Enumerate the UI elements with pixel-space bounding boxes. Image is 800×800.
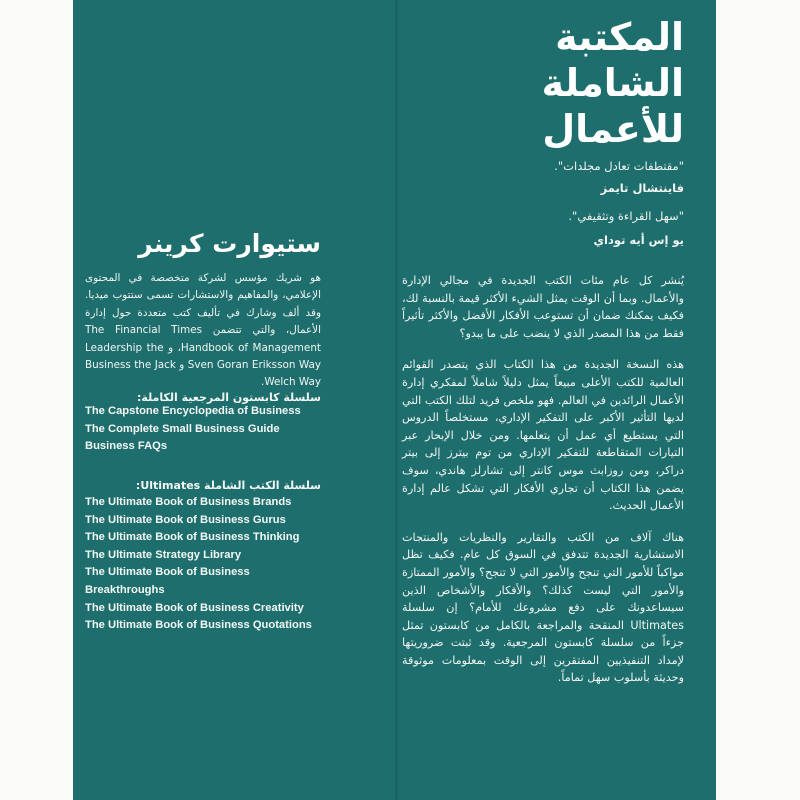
bio-separator-2: و	[179, 359, 188, 372]
bio-book-2: Leadership the Sven Goran Eriksson Way	[85, 341, 321, 372]
list-item: The Ultimate Book of Business Creativity	[85, 601, 304, 614]
series-list-reference	[85, 403, 325, 456]
list-item: The Capstone Encyclopedia of Business	[85, 405, 301, 417]
series-heading-ultimates-en: Ultimates	[140, 479, 201, 492]
blurb-paragraph-2: هذه النسخة الجديدة من هذا الكتاب الذي يتصدر القوائم العالمية للكتب الأعلى مبيعاً يمثل دليلاً شاملاً لمفكري إدارة الأعمال الرائدين في العالم. فهو ملخص فريد لتلك الكتب التي لديها التأثير الأكبر على التفكير الإداري، مستخلصاً الدروس التي يستطيع أي عمل أن يتعلمها. ومن خلال الإبحار عبر التيارات المتقاطعة للتفكير الإداري من توم بيترز إلى بيتر دراكر، ومن روزابث موس كانتر إلى تشارلز هاندي، سوف يضمن هذا الكتاب أن تجاري الأفكار التي تشكل عالم إدارة الأعمال الحديث.	[402, 358, 684, 513]
author-name: ستيوارت كرينر	[138, 229, 321, 258]
blurb-paragraph-3: هناك آلاف من الكتب والتقارير والنظريات والمنتجات الاستشارية الجديدة تتدفق في السوق كل عام. فكيف تظل مواكباً للأمور التي تنجح والأمور التي لا تنجح؟ والأمور الممتازة والأمور التي ليست كذلك؟ والأفكار والأشخاص الذين سيساعدونك على دفع مشروعك للأمام؟ إن سلسلة Ultimates المنقحة والمراجعة بالكامل من كابستون تمثل جزءاً من سلسلة كابستون المرجعية. وقد ثبتت ضروريتها لإمداد التنفيذيين المفتقرين إلى الوقت بمعلومات موثوقة وحديثة بأسلوب سهل تماماً.	[402, 530, 684, 685]
list-item: The Ultimate Strategy Library	[85, 548, 242, 561]
list-item: The Ultimate Book of Business Thinking	[85, 531, 300, 544]
list-item: The Ultimate Book of Business Brands	[85, 496, 292, 508]
blurb-paragraph-1: يُنشر كل عام مئات الكتب الجديدة في مجالي الإدارة والأعمال. وبما أن الوقت يمثل الشيء الأكثر قيمة بالنسبة لك، فكيف يمكنك ضمان أن تستوعب الأفكار الأفضل والأكثر تأثيراً فقط من هذا المصدر الذي لا ينضب على ما يبدو؟	[402, 274, 684, 340]
title-line-3: للأعمال	[542, 107, 684, 151]
list-item: Business FAQs	[85, 440, 168, 453]
bio-end: .	[261, 376, 265, 389]
book-title	[424, 14, 684, 152]
series-heading-ultimates-ar: سلسلة الكتب الشاملة	[200, 479, 321, 492]
title-line-1: المكتبة	[555, 15, 684, 59]
review-quote-1: "مقتطفات تعادل مجلدات".	[554, 159, 684, 173]
list-item: The Ultimate Book of Business Quotations	[85, 619, 312, 632]
left-panel	[73, 0, 395, 800]
bio-book-1: The Financial Times Handbook of Management	[85, 324, 321, 354]
series-heading-ultimates	[85, 478, 321, 494]
author-bio	[85, 270, 321, 392]
bio-book-3: Business the Jack Welch Way	[85, 359, 321, 389]
title-line-2: الشاملة	[541, 61, 684, 105]
review-source-2: يو إس أيه توداي	[593, 233, 684, 247]
series-heading-reference: سلسلة كابستون المرجعية الكاملة:	[137, 391, 321, 404]
series-list-ultimates	[85, 494, 325, 635]
review-source-1: فاينتشال تايمز	[600, 181, 684, 195]
bio-text-1: هو شريك مؤسس لشركة متخصصة في المحتوى الإعلامي، والمفاهيم والاستشارات تسمى ستتوب ميديا. وقد ألف وشارك في تأليف كتب متعددة حول إدارة الأعمال، والتي تتضمن	[85, 272, 321, 337]
bio-separator-1: ، و	[168, 341, 181, 354]
list-item: The Ultimate Book of Business Gurus	[85, 513, 286, 526]
review-quote-2: "سهل القراءة وتثقيفي".	[568, 209, 684, 223]
book-cover	[73, 0, 716, 800]
list-item: The Complete Small Business Guide	[85, 422, 280, 435]
blurb-body	[402, 272, 684, 701]
series-heading-ultimates-colon: :	[135, 479, 141, 492]
list-item: The Ultimate Book of Business Breakthroughs	[85, 566, 250, 596]
